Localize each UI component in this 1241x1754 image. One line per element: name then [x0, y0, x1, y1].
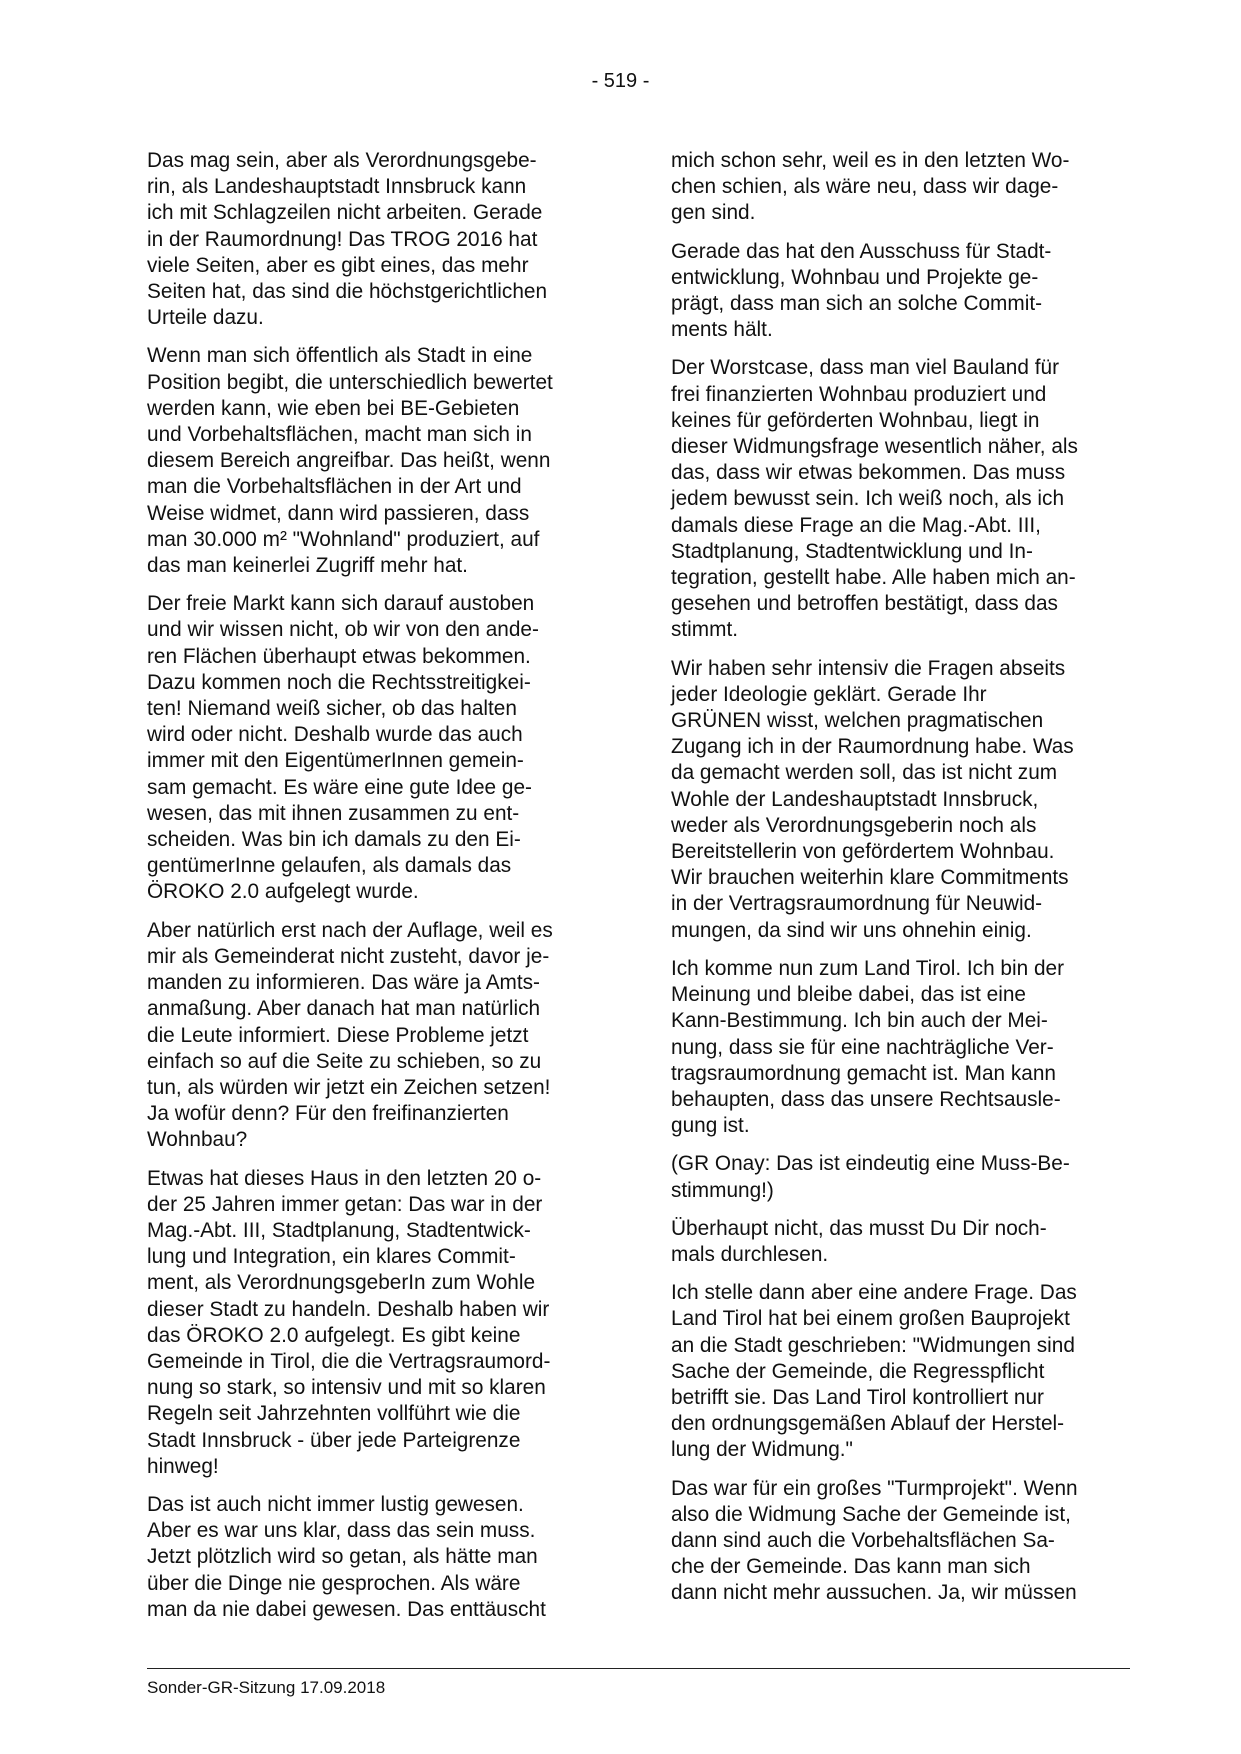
paragraph: Aber natürlich erst nach der Auflage, weil es mir als Gemeinderat nicht zusteht, davor je- manden zu informieren. Das wäre ja Amts- anmaßung. Aber danach hat man natürlich die Leute informiert. Diese Probleme jetzt einfach so auf die Seite zu schieben, so zu tun, als würden wir jetzt ein Zeichen setzen! Ja wofür denn? Für den freifinanzierten Wohnbau?	[147, 918, 553, 1152]
paragraph: Ich stelle dann aber eine andere Frage. Das Land Tirol hat bei einem großen Bauprojekt an die Stadt geschrieben: "Widmungen sind Sache der Gemeinde, die Regresspflicht betrifft sie. Das Land Tirol kontrolliert nur den ordnungsgemäßen Ablauf der Herstel- lung der Widmung."	[671, 1281, 1077, 1462]
paragraph: Wir haben sehr intensiv die Fragen abseits jeder Ideologie geklärt. Gerade Ihr GRÜNEN wisst, welchen pragmatischen Zugang ich in der Raumordnung habe. Was da gemacht werden soll, das ist nicht zum Wohle der Landeshauptstadt Innsbruck, weder als Verordnungsgeberin noch als Bereitstellerin von gefördertem Wohnbau. Wir brauchen weiterhin klare Commitments in der Vertragsraumordnung für Neuwid- mungen, da sind wir uns ohnehin einig.	[671, 656, 1074, 942]
right-column	[671, 148, 1116, 1619]
paragraph: Etwas hat dieses Haus in den letzten 20 o- der 25 Jahren immer getan: Das war in der Mag.-Abt. III, Stadtplanung, Stadtentwick- lung und Integration, ein klares Commit- ment, als VerordnungsgeberIn zum Wohle dieser Stadt zu handeln. Deshalb haben wir das ÖROKO 2.0 aufgelegt. Es gibt keine Gemeinde in Tirol, die die Vertragsraumord- nung so stark, so intensiv und mit so klaren Regeln seit Jahrzehnten vollführt wie die Stadt Innsbruck - über jede Parteigrenze hinweg!	[147, 1166, 551, 1478]
page-number: - 519 -	[591, 70, 650, 92]
paragraph: Das ist auch nicht immer lustig gewesen. Aber es war uns klar, dass das sein muss. Jetzt plötzlich wird so getan, als hätte man über die Dinge nie gesprochen. Als wäre man da nie dabei gewesen. Das enttäuscht	[147, 1492, 546, 1621]
paragraph: (GR Onay: Das ist eindeutig eine Muss-Be- stimmung!)	[671, 1152, 1070, 1202]
paragraph: Das war für ein großes "Turmprojekt". Wenn also die Widmung Sache der Gemeinde ist, dann sind auch die Vorbehaltsflächen Sa- che der Gemeinde. Das kann man sich dann nicht mehr aussuchen. Ja, wir müssen	[671, 1476, 1078, 1605]
paragraph: Ich komme nun zum Land Tirol. Ich bin der Meinung und bleibe dabei, das ist eine Kann-Bestimmung. Ich bin auch der Mei- nung, dass sie für eine nachträgliche Ver- tragsraumordnung gemacht ist. Man kann behaupten, dass das unsere Rechtsausle- gung ist.	[671, 956, 1065, 1138]
paragraph: Der Worstcase, dass man viel Bauland für frei finanzierten Wohnbau produziert und keines für geförderten Wohnbau, liegt in dieser Widmungsfrage wesentlich näher, als das, dass wir etwas bekommen. Das muss jedem bewusst sein. Ich weiß noch, als ich damals diese Frage an die Mag.-Abt. III, Stadtplanung, Stadtentwicklung und In- tegration, gestellt habe. Alle haben mich an- gesehen und betroffen bestätigt, dass das stimmt.	[671, 356, 1078, 642]
paragraph: Das mag sein, aber als Verordnungsgebe- rin, als Landeshauptstadt Innsbruck kann ich mit Schlagzeilen nicht arbeiten. Gerade in der Raumordnung! Das TROG 2016 hat viele Seiten, aber es gibt eines, das mehr Seiten hat, das sind die höchstgerichtlichen Urteile dazu.	[147, 149, 548, 330]
paragraph: Der freie Markt kann sich darauf austoben und wir wissen nicht, ob wir von den ande- ren Flächen überhaupt etwas bekommen. Dazu kommen noch die Rechtsstreitigkei- ten! Niemand weiß sicher, ob das halten wird oder nicht. Deshalb wurde das auch immer mit den EigentümerInnen gemein- sam gemacht. Es wäre eine gute Idee ge- wesen, das mit ihnen zusammen zu ent- scheiden. Was bin ich damals zu den Ei- gentümerInne gelaufen, als damals das ÖROKO 2.0 aufgelegt wurde.	[147, 592, 539, 904]
left-column	[147, 148, 592, 1635]
paragraph: Gerade das hat den Ausschuss für Stadt- entwicklung, Wohnbau und Projekte ge- prägt, dass man sich an solche Commit- ments hält.	[671, 239, 1052, 342]
paragraph: Wenn man sich öffentlich als Stadt in eine Position begibt, die unterschiedlich bewertet werden kann, wie eben bei BE-Gebieten und Vorbehaltsflächen, macht man sich in diesem Bereich angreifbar. Das heißt, wenn man die Vorbehaltsflächen in der Art und Weise widmet, dann wird passieren, dass man 30.000 m² "Wohnland" produziert, auf das man keinerlei Zugriff mehr hat.	[147, 344, 553, 578]
footer-text: Sonder-GR-Sitzung 17.09.2018	[147, 1678, 386, 1697]
paragraph: Überhaupt nicht, das musst Du Dir noch- mals durchlesen.	[671, 1216, 1047, 1266]
paragraph: mich schon sehr, weil es in den letzten Wo- chen schien, als wäre neu, dass wir dage- gen sind.	[671, 149, 1070, 225]
footer-divider	[147, 1668, 1130, 1669]
